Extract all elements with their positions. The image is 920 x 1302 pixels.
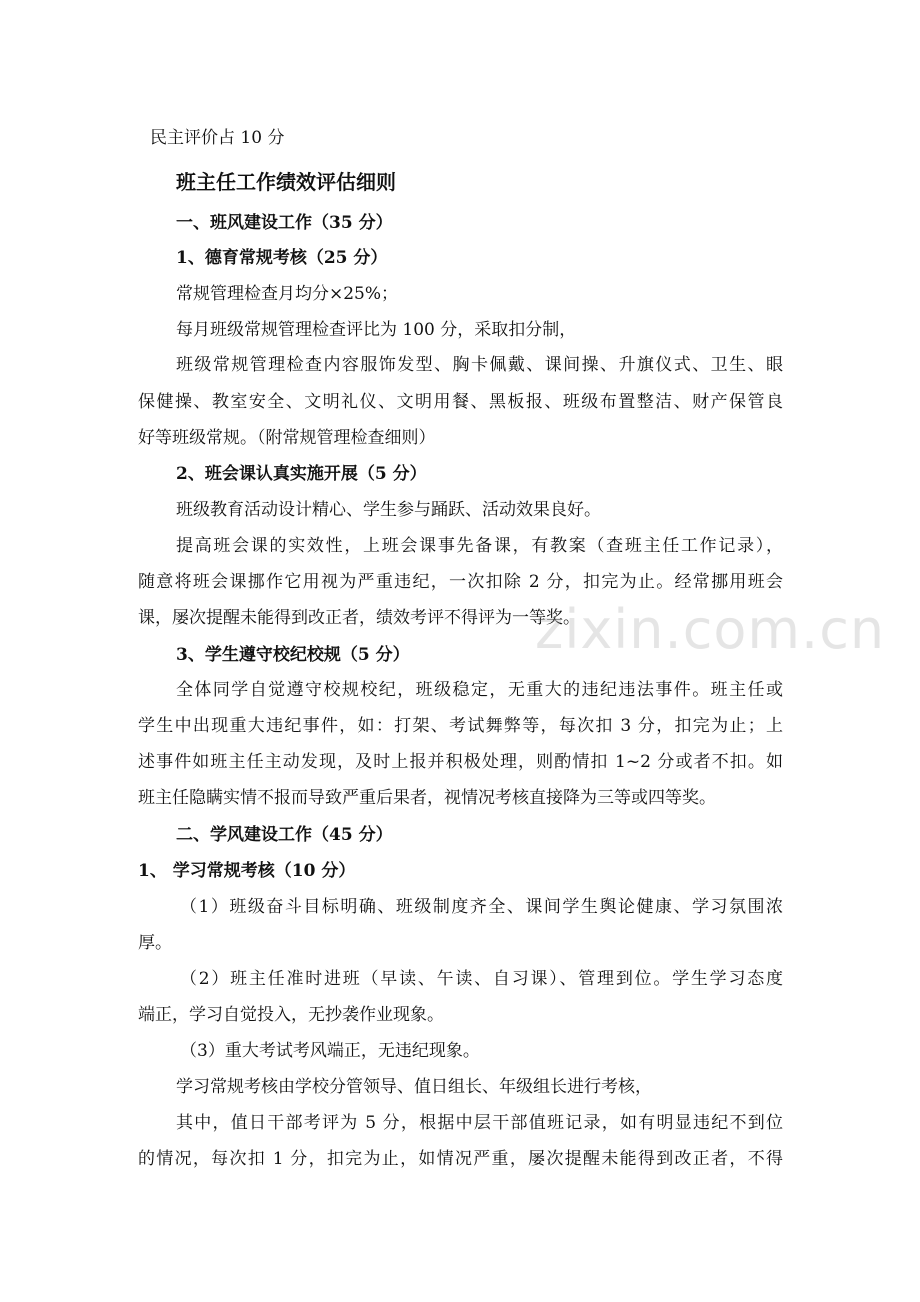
paragraph-line: 随意将班会课挪作它用视为严重违纪，一次扣除 2 分，扣完为止。经常挪用班会	[138, 572, 783, 592]
section-2-1-heading: 1、 学习常规考核（10 分）	[138, 861, 356, 881]
paragraph-line: 学生中出现重大违纪事件，如：打架、考试舞弊等，每次扣 3 分，扣完为止；上	[138, 716, 783, 736]
paragraph-line: 提高班会课的实效性，上班会课事先备课，有教案（查班主任工作记录），	[176, 536, 783, 556]
paragraph-line: 班级常规管理检查内容服饰发型、胸卡佩戴、课间操、升旗仪式、卫生、眼	[176, 355, 783, 375]
list-item-line: 端正，学习自觉投入，无抄袭作业现象。	[138, 1005, 444, 1025]
paragraph-line: 的情况，每次扣 1 分，扣完为止，如情况严重，屡次提醒未能得到改正者，不得	[138, 1149, 783, 1169]
paragraph-line: 述事件如班主任主动发现，及时上报并积极处理，则酌情扣 1~2 分或者不扣。如	[138, 752, 783, 772]
list-item-line: （1）班级奋斗目标明确、班级制度齐全、课间学生舆论健康、学习氛围浓	[180, 897, 783, 917]
section-1-2-heading: 2、班会课认真实施开展（5 分）	[176, 464, 427, 484]
list-item-line: （3）重大考试考风端正，无违纪现象。	[180, 1041, 480, 1061]
paragraph-line: 全体同学自觉遵守校规校纪，班级稳定，无重大的违纪违法事件。班主任或	[176, 680, 783, 700]
paragraph-line: 其中，值日干部考评为 5 分，根据中层干部值班记录，如有明显违纪不到位	[176, 1113, 783, 1133]
paragraph-line: 常规管理检查月均分×25%；	[176, 284, 399, 304]
list-item-line: 厚。	[138, 933, 172, 953]
paragraph-line: 班级教育活动设计精心、学生参与踊跃、活动效果良好。	[176, 500, 601, 520]
section-1-1-heading: 1、德育常规考核（25 分）	[176, 248, 388, 268]
paragraph-line: 好等班级常规。（附常规管理检查细则）	[138, 428, 436, 448]
list-item-line: （2）班主任准时进班（早读、午读、自习课）、管理到位。学生学习态度	[180, 969, 783, 989]
watermark: zixin.com.cn	[535, 598, 886, 661]
section-1-heading: 一、班风建设工作（35 分）	[176, 213, 393, 233]
paragraph-line: 班主任隐瞒实情不报而导致严重后果者，视情况考核直接降为三等或四等奖。	[138, 788, 716, 808]
paragraph-line: 保健操、教室安全、文明礼仪、文明用餐、黑板报、班级布置整洁、财产保管良	[138, 392, 783, 412]
intro-line: 民主评价占 10 分	[150, 128, 285, 148]
document-title: 班主任工作绩效评估细则	[176, 170, 396, 194]
section-2-heading: 二、学风建设工作（45 分）	[176, 825, 393, 845]
section-1-3-heading: 3、学生遵守校纪校规（5 分）	[176, 645, 410, 665]
paragraph-line: 课，屡次提醒未能得到改正者，绩效考评不得评为一等奖。	[138, 608, 580, 628]
paragraph-line: 每月班级常规管理检查评比为 100 分，采取扣分制，	[176, 320, 577, 340]
paragraph-line: 学习常规考核由学校分管领导、值日组长、年级组长进行考核，	[176, 1077, 652, 1097]
